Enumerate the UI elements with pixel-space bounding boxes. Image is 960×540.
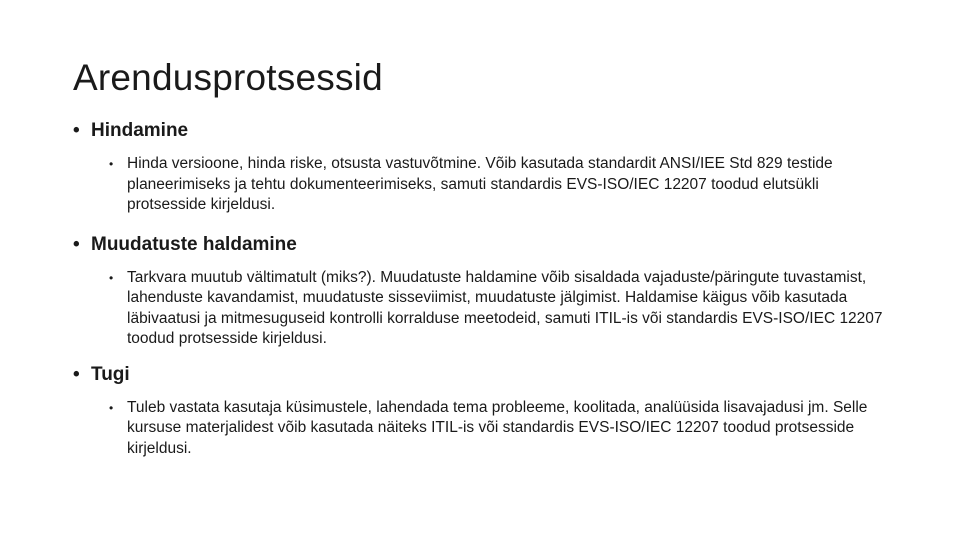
- section-body-text: Tuleb vastata kasutaja küsimustele, lahendada tema probleeme, koolitada, analüüsida lisavajadusi jm. Selle kursuse materjalidest võib kasutada näiteks ITIL-is või standardis EVS-ISO/IEC 12207 toodud protsesside kirjeldusi.: [127, 398, 868, 457]
- section-heading: [73, 232, 893, 258]
- section-muudatuste-haldamine: [73, 232, 893, 350]
- section-heading-text: Hindamine: [91, 120, 189, 141]
- section-heading-text: Tugi: [91, 363, 130, 385]
- section-body-text: Tarkvara muutub vältimatult (miks?). Muudatuste haldamine võib sisaldada vajaduste/päringute tuvastamist, lahenduste kavandamist, muudatuste sisseviimist, muudatuste jälgimist. Haldamise käigus võib kasutada läbivaatusi ja mitmesuguseid kontrolli korralduse meetodeid, samuti ITIL-is või standardis EVS-ISO/IEC 12207 toodud protsesside kirjeldusi.: [127, 268, 883, 347]
- bullet-icon: •: [73, 363, 80, 385]
- bullet-icon: •: [73, 233, 80, 255]
- section-body-text: Hinda versioone, hinda riske, otsusta vastuvõtmine. Võib kasutada standardit ANSI/IEE Std 829 testide planeerimiseks ja tehtu dokumenteerimiseks, samuti standardis EVS-ISO/IEC 12207 toodud elutsükli protsesside kirjeldusi.: [127, 155, 833, 213]
- bullet-icon: •: [109, 270, 114, 285]
- slide-content: [73, 118, 893, 459]
- bullet-icon: •: [109, 157, 114, 171]
- bullet-icon: •: [109, 400, 114, 415]
- bullet-icon: •: [73, 120, 80, 141]
- section-hindamine: [73, 118, 893, 216]
- section-body: [109, 398, 887, 460]
- section-tugi: [73, 362, 893, 460]
- section-body: [109, 154, 887, 216]
- slide-title: Arendusprotsessid: [73, 57, 383, 98]
- section-heading: [73, 362, 893, 388]
- section-body: [109, 268, 887, 350]
- section-heading: [73, 118, 893, 144]
- section-heading-text: Muudatuste haldamine: [91, 233, 297, 255]
